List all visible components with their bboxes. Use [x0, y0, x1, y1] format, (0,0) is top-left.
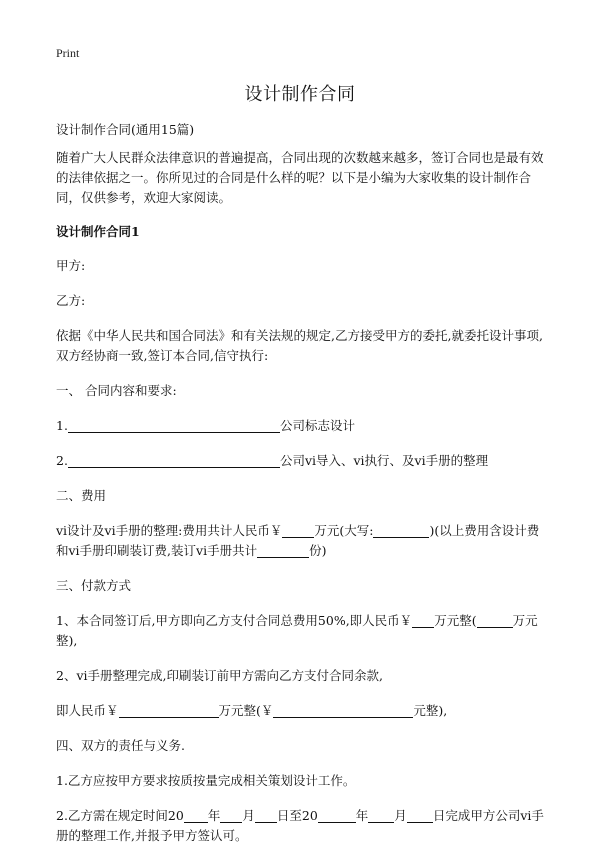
heading-fees: 二、费用: [56, 488, 107, 503]
duty-2-day-start-blank: [255, 808, 277, 823]
payment-1-amount-blank: [412, 613, 434, 628]
payment-2-text-1: 即人民币￥: [56, 703, 119, 718]
payment-1-text-3: 万元整),: [56, 613, 538, 648]
document-title: 设计制作合同: [244, 84, 356, 105]
payment-1-capital-blank: [477, 613, 513, 628]
item-2-suffix: 公司vi导入、vi执行、及vi手册的整理: [279, 453, 489, 468]
intro-paragraph: 随着广大人民群众法律意识的普遍提高，合同出现的次数越来越多，签订合同也是最有效的法律依据之一。你所见过的合同是什么样的呢？以下是小编为大家收集的设计制作合同，仅供参考，欢迎大家阅读。: [56, 150, 544, 205]
duty-2-text-1: 2.乙方需在规定时间20: [56, 808, 184, 823]
duty-2-text-3: 月: [242, 808, 255, 823]
item-1-line: [56, 416, 548, 436]
duty-2-month-end-blank: [368, 808, 394, 823]
duty-2-text-2: 年: [207, 808, 221, 823]
duty-2-year-start-blank: [184, 808, 208, 823]
fee-amount-blank: [282, 523, 314, 538]
payment-2-paragraph: 2、vi手册整理完成,印刷装订前甲方需向乙方支付合同余款,: [56, 668, 383, 683]
item-1-blank: [68, 418, 280, 433]
duty-2-text-4: 日至20: [276, 808, 318, 823]
fee-copies-blank: [257, 543, 309, 558]
item-2-blank: [68, 453, 280, 468]
item-2-prefix: 2.: [56, 453, 68, 468]
fee-capital-blank: [373, 523, 429, 538]
payment-2-text-3: 元整),: [413, 703, 448, 718]
payment-1-paragraph: [56, 611, 548, 651]
duty-2-year-end-blank: [318, 808, 356, 823]
payment-2-capital-blank: [273, 703, 413, 718]
fee-paragraph: [56, 521, 548, 561]
duty-2-text-6: 月: [394, 808, 407, 823]
item-1-suffix: 公司标志设计: [279, 418, 355, 433]
heading-payment: 三、付款方式: [56, 578, 132, 593]
heading-duties: 四、双方的责任与义务.: [56, 738, 185, 753]
payment-1-text-1: 1、本合同签订后,甲方即向乙方支付合同总费用50%,即人民币￥: [56, 613, 413, 628]
fee-text-4: 份): [309, 543, 327, 558]
section-title: 设计制作合同1: [56, 224, 140, 239]
payment-2-amount-blank: [119, 703, 219, 718]
duty-2-day-end-blank: [407, 808, 433, 823]
fee-text-1: vi设计及vi手册的整理:费用共计人民币￥: [56, 523, 283, 538]
heading-contract-content: 一、 合同内容和要求:: [56, 383, 177, 398]
payment-2-text-2: 万元整(￥: [218, 703, 274, 718]
party-b-line: 乙方:: [56, 293, 86, 308]
duty-2-text-5: 年: [355, 808, 369, 823]
fee-text-2: 万元(大写:: [314, 523, 374, 538]
basis-paragraph: 依据《中华人民共和国合同法》和有关法规的规定,乙方接受甲方的委托,就委托设计事项,双方经协商一致,签订本合同,信守执行:: [56, 328, 543, 363]
payment-1-text-2: 万元整(: [434, 613, 477, 628]
document-body: [56, 120, 548, 861]
fee-text-3: )(以上费用含设计费和vi手册印刷装订费,装订vi手册共计: [56, 523, 540, 558]
document-subtitle: 设计制作合同(通用15篇): [56, 122, 195, 137]
duty-1-paragraph: 1.乙方应按甲方要求按质按量完成相关策划设计工作。: [56, 773, 356, 788]
payment-2-amount-line: [56, 701, 548, 721]
party-a-line: 甲方:: [56, 258, 86, 273]
duty-2-text-7: 日完成甲方公司vi手册的整理工作,并报予甲方签认可。: [56, 808, 544, 843]
print-label: Print: [56, 46, 80, 60]
duty-2-paragraph: [56, 806, 548, 846]
duty-2-month-start-blank: [220, 808, 242, 823]
item-1-prefix: 1.: [56, 418, 68, 433]
item-2-line: [56, 451, 548, 471]
